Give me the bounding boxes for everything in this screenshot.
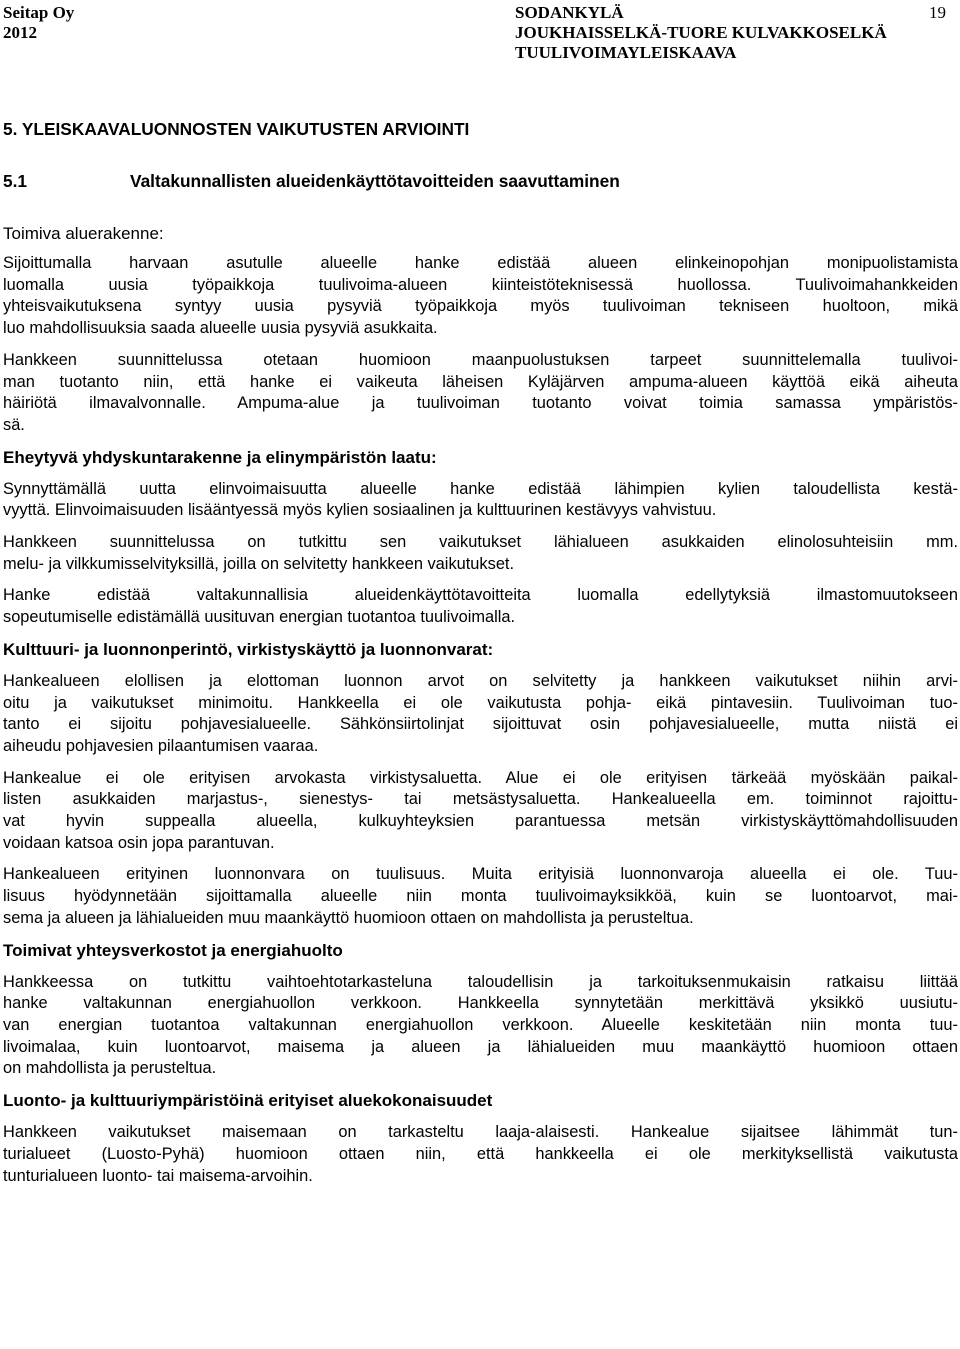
- page-number: 19: [929, 3, 946, 22]
- paragraph: [3, 479, 958, 522]
- paragraph-line: van energian tuotantoa valtakunnan energiahuollon verkkoon. Alueelle keskitetään niin monta tuu-: [3, 1015, 958, 1034]
- header-title-line3: TUULIVOIMAYLEISKAAVA: [515, 43, 737, 62]
- page-header: [0, 0, 960, 80]
- paragraph-line: listen asukkaiden marjastus-, sienestys- tai metsästysaluetta. Hankealueella em. toiminnot rajoittu-: [3, 790, 958, 809]
- paragraph-line: melu- ja vilkkumisselvityksillä, joilla on selvitetty hankkeen vaikutukset.: [3, 554, 515, 573]
- paragraph-line: hanke valtakunnan energiahuollon verkkoon. Hankkeella synnytetään merkittävä yksikkö uusiutu-: [3, 994, 958, 1013]
- paragraph-line: sopeutumiselle edistämällä uusituvan energian tuotantoa tuulivoimalla.: [3, 608, 516, 627]
- paragraph: [3, 532, 958, 575]
- paragraph-line: tunturialueen luonto- tai maisema-arvoihin.: [3, 1166, 313, 1185]
- subheading: Toimivat yhteysverkostot ja energiahuolto: [3, 940, 343, 960]
- paragraph: [3, 585, 958, 628]
- paragraph: [3, 768, 958, 855]
- paragraph-line: man tuotanto niin, että hanke ei vaikeuta läheisen Kyläjärven ampuma-alueen käyttöä eikä aiheuta: [3, 372, 958, 391]
- paragraph-line: turialueet (Luosto-Pyhä) huomioon ottaen niin, että hankkeella ei ole merkityksellistä vaikutusta: [3, 1144, 958, 1163]
- paragraph: [3, 253, 958, 340]
- paragraph-line: häiriötä ilmavalvonnalle. Ampuma-alue ja tuulivoiman tuotanto voivat toimia samassa ympäristös-: [3, 394, 958, 413]
- paragraph: [3, 972, 958, 1081]
- paragraph-line: oitu ja vaikutukset minimoitu. Hankkeella ei ole vaikutusta pohja- eikä pintavesiin. Tuulivoiman tuo-: [3, 693, 958, 712]
- header-company: Seitap Oy: [3, 3, 75, 22]
- paragraph-line: aiheudu pohjavesien pilaantumisen vaaraa.: [3, 736, 319, 755]
- paragraph-line: Hankealue ei ole erityisen arvokasta virkistysaluetta. Alue ei ole erityisen tärkeää myöskään paikal-: [3, 768, 958, 787]
- subsection-number: 5.1: [3, 171, 28, 191]
- paragraph-line: sä.: [3, 415, 25, 434]
- document-body: [3, 118, 958, 1197]
- subheading: Kulttuuri- ja luonnonperintö, virkistyskäyttö ja luonnonvarat:: [3, 639, 494, 659]
- paragraph-line: vyyttä. Elinvoimaisuuden lisääntyessä myös kylien sosiaalinen ja kulttuurinen kestävyys vahvistuu.: [3, 501, 717, 520]
- paragraph-line: Hankealueen elollisen ja elottoman luonnon arvot on selvitetty ja hankkeen vaikutukset niihin arvi-: [3, 671, 958, 690]
- paragraph-line: lisuus hyödynnetään sijoittamalla alueelle niin monta tuulivoimayksikköä, kuin se luontoarvot, mai-: [3, 887, 958, 906]
- paragraph: [3, 671, 958, 758]
- paragraph-line: luomalla uusia työpaikkoja tuulivoima-alueen kiinteistöteknisessä huollossa. Tuulivoimahankkeiden: [3, 275, 958, 294]
- body-blocks: [3, 223, 958, 1187]
- paragraph-line: luo mahdollisuuksia saada alueelle uusia pysyviä asukkaita.: [3, 319, 438, 338]
- paragraph-line: Sijoittumalla harvaan asutulle alueelle hanke edistää alueen elinkeinopohjan monipuolistamista: [3, 254, 958, 272]
- paragraph-line: sema ja alueen ja lähialueiden muu maankäyttö huomioon ottaen on mahdollista ja perusteltua.: [3, 908, 694, 927]
- paragraph-line: livoimalaa, kuin luontoarvot, maisema ja alueen ja lähialueiden muu maankäyttö huomioon ottaen: [3, 1037, 958, 1056]
- paragraph: [3, 1122, 958, 1187]
- paragraph-line: Hankkeen suunnittelussa on tutkittu sen vaikutukset lähialueen asukkaiden elinolosuhteisiin mm.: [3, 533, 958, 552]
- paragraph-line: yhteisvaikutuksena syntyy uusia pysyviä työpaikkoja myös tuulivoiman tekniseen huoltoon, mikä: [3, 297, 958, 316]
- paragraph-line: Hankkeessa on tutkittu vaihtoehtotarkasteluna taloudellisin ja tarkoituksenmukaisin ratkaisu liittää: [3, 972, 958, 991]
- paragraph-line: Hankkeen suunnittelussa otetaan huomioon maanpuolustuksen tarpeet suunnittelemalla tuulivoi-: [3, 350, 958, 369]
- paragraph-line: Synnyttämällä uutta elinvoimaisuutta alueelle hanke edistää lähimpien kylien taloudellista kestä-: [3, 479, 958, 498]
- header-year: 2012: [3, 23, 37, 42]
- paragraph: [3, 864, 958, 929]
- subheading: Toimiva aluerakenne:: [3, 224, 164, 243]
- paragraph-line: on mahdollista ja perusteltua.: [3, 1059, 217, 1078]
- header-title-line2: JOUKHAISSELKÄ-TUORE KULVAKKOSELKÄ: [515, 23, 887, 42]
- header-title: [515, 3, 887, 63]
- subheading: Luonto- ja kulttuuriympäristöinä erityiset aluekokonaisuudet: [3, 1091, 493, 1111]
- paragraph-line: vat hyvin suppealla alueella, kulkuyhteyksien parantuessa metsän virkistyskäyttömahdollisuuden: [3, 812, 958, 831]
- paragraph: [3, 350, 958, 437]
- paragraph-line: tanto ei sijoitu pohjavesialueelle. Sähkönsiirtolinjat sijoittuvat osin pohjavesialueelle, mutta niistä ei: [3, 715, 958, 734]
- subheading: Eheytyvä yhdyskuntarakenne ja elinympäristön laatu:: [3, 447, 437, 467]
- paragraph-line: Hanke edistää valtakunnallisia alueidenkäyttötavoitteita luomalla edellytyksiä ilmastomuutokseen: [3, 586, 958, 605]
- subsection-heading: [3, 170, 958, 192]
- subsection-title: Valtakunnallisten alueidenkäyttötavoitteiden saavuttaminen: [130, 171, 620, 191]
- section-heading: 5. YLEISKAAVALUONNOSTEN VAIKUTUSTEN ARVIOINTI: [3, 119, 470, 139]
- paragraph-line: voidaan katsoa osin jopa parantuvan.: [3, 833, 275, 852]
- header-left: [3, 3, 74, 43]
- header-title-line1: SODANKYLÄ: [515, 3, 624, 22]
- paragraph-line: Hankealueen erityinen luonnonvara on tuulisuus. Muita erityisiä luonnonvaroja alueella ei ole. Tuu-: [3, 865, 958, 884]
- paragraph-line: Hankkeen vaikutukset maisemaan on tarkasteltu laaja-alaisesti. Hankealue sijaitsee lähimmät tun-: [3, 1123, 958, 1142]
